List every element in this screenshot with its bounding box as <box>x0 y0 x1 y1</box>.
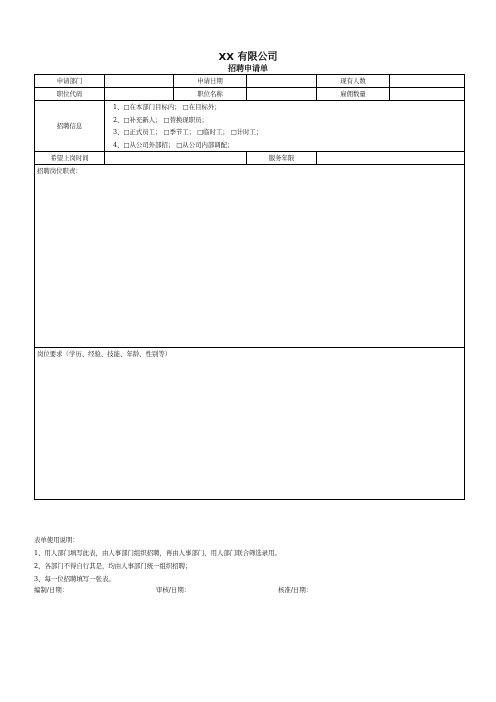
company-name: XX 有限公司 <box>218 52 278 63</box>
department-field[interactable] <box>105 75 174 88</box>
recruitment-form-table <box>34 74 465 500</box>
form-row-position <box>35 88 465 101</box>
form-title: 招聘申请单 <box>228 64 268 73</box>
recruitment-info-label: 招聘信息 <box>35 101 105 152</box>
apply-date-label: 申请日期 <box>174 75 247 88</box>
approved-date-label: 核准/日期： <box>278 586 313 594</box>
prepared-date-label: 编制/日期： <box>34 586 69 594</box>
current-headcount-label: 现有人数 <box>317 75 390 88</box>
service-years-label: 服务年限 <box>247 152 317 165</box>
form-row-start-date <box>35 152 465 165</box>
form-row-recruitment-info <box>35 101 465 152</box>
info-option-line[interactable]: 1、□在本部门目标内； □在目标外； <box>113 103 221 111</box>
job-duties-label: 招聘岗位职责： <box>37 167 82 175</box>
usage-note-item: 2、各部门不得自行其是，均由人事部门统一组织招聘； <box>34 562 192 570</box>
job-requirements-label: 岗位要求（学历、经验、技能、年龄、性别等） <box>37 350 172 358</box>
form-row-requirements <box>35 348 465 500</box>
info-option-line[interactable]: 4、□从公司外部招； □从公司内部调配； <box>113 140 234 149</box>
position-code-field[interactable] <box>105 88 174 101</box>
start-date-field[interactable] <box>105 152 247 165</box>
info-option-line[interactable]: 2、□补充新人； □替换现职员； <box>113 115 208 124</box>
job-duties-field[interactable] <box>35 165 465 348</box>
current-headcount-field[interactable] <box>390 75 465 88</box>
recruitment-info-options[interactable] <box>105 101 465 152</box>
info-option-line[interactable]: 3、□正式员工； □季节工； □临时工； □计时工； <box>113 128 263 136</box>
job-requirements-field[interactable] <box>35 348 465 500</box>
usage-notes-heading: 表单使用说明： <box>34 536 79 544</box>
department-label: 申请部门 <box>35 75 105 88</box>
position-title-label: 职位名称 <box>174 88 247 101</box>
usage-note-item: 3、每一位招聘填写一张表。 <box>34 575 115 583</box>
hire-quantity-label: 雇佣数量 <box>317 88 390 101</box>
form-row-duties <box>35 165 465 348</box>
usage-notes <box>34 534 281 586</box>
reviewed-date-label: 审核/日期： <box>156 586 191 594</box>
usage-note-item: 1、用人部门填写此表，由人事部门组织招聘，再由人事部门、用人部门联合筛选录用。 <box>34 549 281 557</box>
hire-quantity-field[interactable] <box>390 88 465 101</box>
position-code-label: 职位代码 <box>35 88 105 101</box>
start-date-label: 希望上岗时间 <box>35 152 105 165</box>
service-years-field[interactable] <box>317 152 465 165</box>
form-row-department <box>35 75 465 88</box>
apply-date-field[interactable] <box>247 75 317 88</box>
position-title-field[interactable] <box>247 88 317 101</box>
